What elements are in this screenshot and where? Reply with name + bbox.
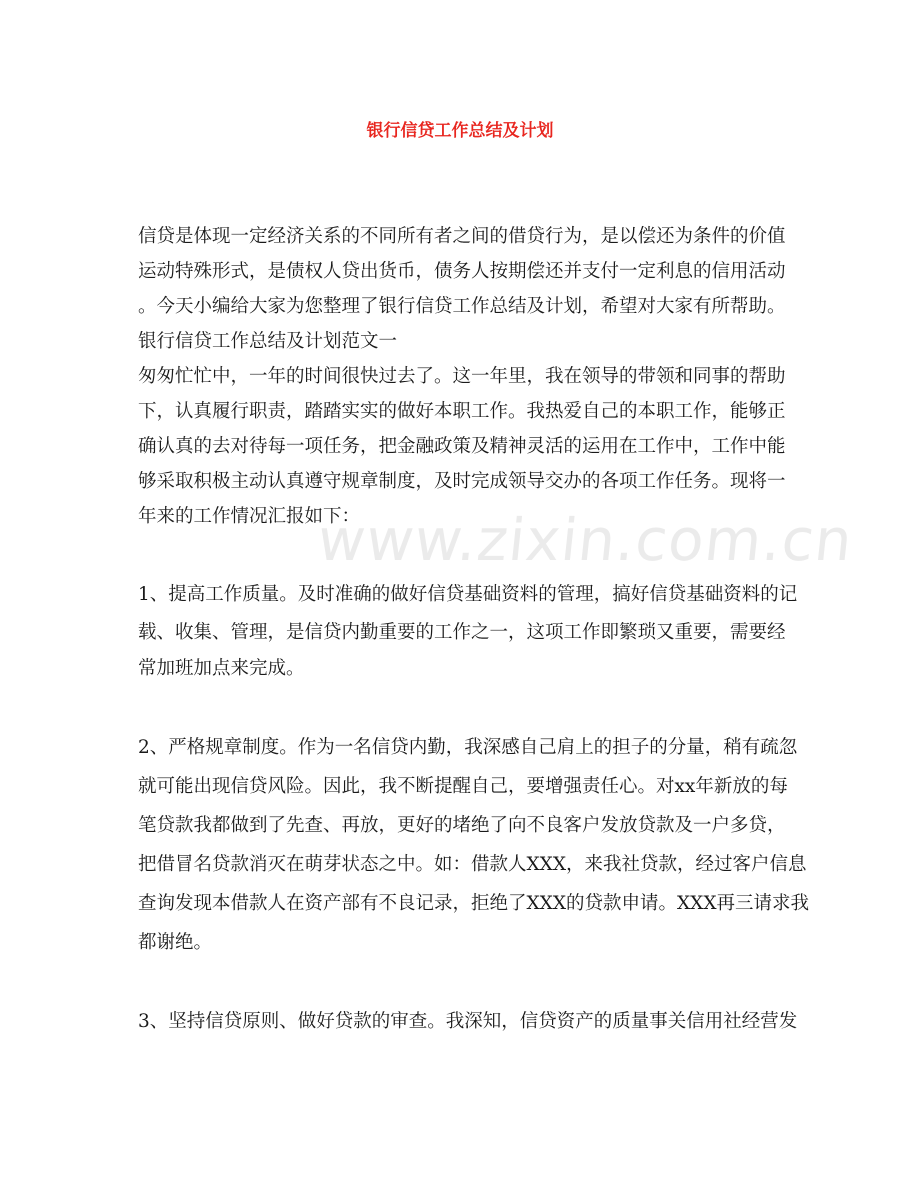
watermark: www.zixin.com.cn (314, 506, 857, 574)
paragraph-line: 常加班加点来完成。 (138, 658, 305, 679)
paragraph-line: 把借冒名贷款消灭在萌芽状态之中。如：借款人XXX，来我社贷款，经过客户信息 (138, 854, 807, 875)
paragraph-line: 就可能出现信贷风险。因此，我不断提醒自己，要增强责任心。对xx年新放的每 (138, 776, 788, 797)
paragraph-line: 查询发现本借款人在资产部有不良记录，拒绝了XXX的贷款申请。XXX再三请求我 (138, 893, 810, 914)
paragraph-line: 够采取积极主动认真遵守规章制度，及时完成领导交办的各项工作任务。现将一 (138, 471, 786, 492)
section-heading: 银行信贷工作总结及计划范文一 (138, 331, 398, 352)
paragraph-line: 笔贷款我都做到了先查、再放，更好的堵绝了向不良客户发放贷款及一户多贷， (138, 815, 786, 836)
paragraph-line: 。今天小编给大家为您整理了银行信贷工作总结及计划，希望对大家有所帮助。 (138, 296, 786, 317)
paragraph-line: 2、严格规章制度。作为一名信贷内勤，我深感自己肩上的担子的分量，稍有疏忽 (138, 737, 798, 758)
paragraph-line: 3、坚持信贷原则、做好贷款的审查。我深知，信贷资产的质量事关信用社经营发 (138, 1011, 798, 1032)
paragraph-line: 都谢绝。 (138, 932, 213, 953)
paragraph-line: 匆匆忙忙中，一年的时间很快过去了。这一年里，我在领导的带领和同事的帮助 (138, 366, 786, 387)
document-title: 银行信贷工作总结及计划 (366, 121, 554, 141)
paragraph-line: 信贷是体现一定经济关系的不同所有者之间的借贷行为，是以偿还为条件的价值 (138, 226, 786, 247)
paragraph-line: 载、收集、管理，是信贷内勤重要的工作之一，这项工作即繁琐又重要，需要经 (138, 622, 786, 643)
paragraph-line: 年来的工作情况汇报如下： (138, 506, 361, 527)
paragraph-line: 运动特殊形式，是债权人贷出货币，债务人按期偿还并支付一定利息的信用活动 (138, 261, 786, 282)
paragraph-line: 确认真的去对待每一项任务，把金融政策及精神灵活的运用在工作中，工作中能 (138, 436, 786, 457)
paragraph-line: 1、提高工作质量。及时准确的做好信贷基础资料的管理，搞好信贷基础资料的记 (138, 584, 798, 605)
paragraph-line: 下，认真履行职责，踏踏实实的做好本职工作。我热爱自己的本职工作，能够正 (138, 401, 786, 422)
